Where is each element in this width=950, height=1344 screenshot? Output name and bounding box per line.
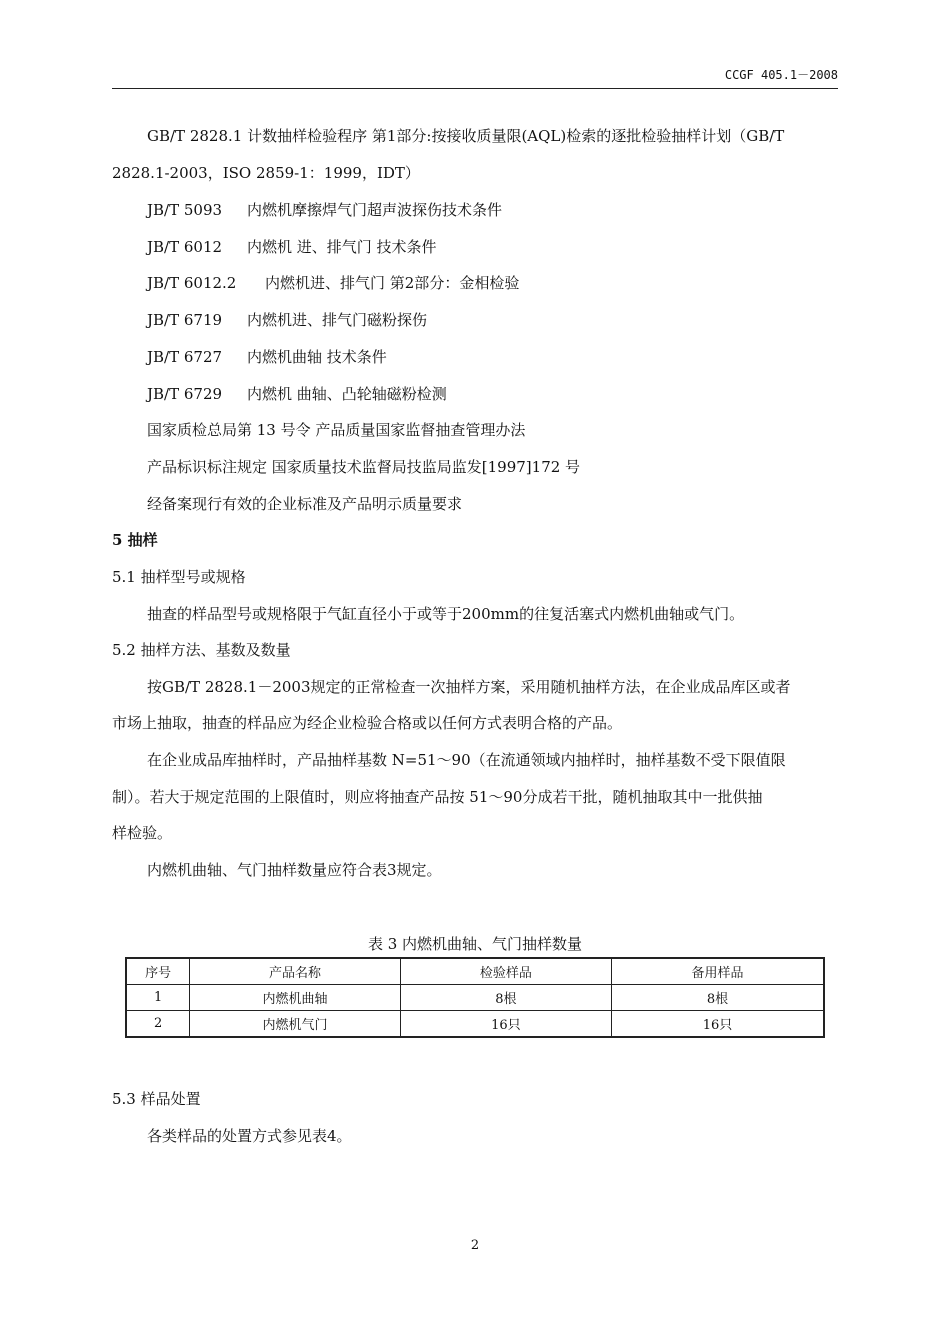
paragraph-line: 制）。若大于规定范围的上限值时，则应将抽查产品按 51～90分成若干批，随机抽取其中一批供抽 bbox=[112, 788, 763, 806]
reference-title: 内燃机 曲轴、凸轮轴磁粉检测 bbox=[247, 385, 447, 403]
reference-code: JB/T 6729 bbox=[147, 385, 223, 403]
paragraph-line: 样检验。 bbox=[112, 824, 173, 842]
table-caption: 表 3 内燃机曲轴、气门抽样数量 bbox=[367, 935, 583, 953]
table-cell: 内燃机气门 bbox=[190, 1011, 400, 1038]
table-row bbox=[126, 985, 824, 1011]
reference-title: 内燃机摩擦焊气门超声波探伤技术条件 bbox=[247, 201, 503, 219]
paragraph: 内燃机曲轴、气门抽样数量应符合表3规定。 bbox=[147, 861, 442, 879]
table-cell: 8根 bbox=[400, 985, 611, 1011]
page-header bbox=[112, 66, 838, 89]
reference-item bbox=[147, 237, 437, 257]
subsection-heading: 5.2 抽样方法、基数及数量 bbox=[112, 641, 291, 659]
reference-item bbox=[147, 273, 519, 293]
sampling-quantity-table bbox=[125, 957, 825, 1038]
table-header-cell: 产品名称 bbox=[190, 958, 400, 985]
table-cell: 1 bbox=[126, 985, 190, 1011]
table-row bbox=[126, 1011, 824, 1038]
reference-title: 内燃机进、排气门 第2部分：金相检验 bbox=[265, 274, 520, 292]
paragraph-line: 市场上抽取，抽查的样品应为经企业检验合格或以任何方式表明合格的产品。 bbox=[112, 714, 623, 732]
table-cell: 8根 bbox=[612, 985, 824, 1011]
reference-title: 内燃机进、排气门磁粉探伤 bbox=[247, 311, 428, 329]
reference-code: JB/T 6727 bbox=[147, 348, 223, 366]
paragraph: 抽查的样品型号或规格限于气缸直径小于或等于200mm的往复活塞式内燃机曲轴或气门。 bbox=[147, 605, 745, 623]
reference-item bbox=[147, 200, 502, 220]
table-cell: 16只 bbox=[612, 1011, 824, 1038]
table-header-row bbox=[126, 958, 824, 985]
table-header-cell: 备用样品 bbox=[612, 958, 824, 985]
reference-code: JB/T 6719 bbox=[147, 311, 223, 329]
reference-item: 产品标识标注规定 国家质量技术监督局技监局监发[1997]172 号 bbox=[147, 458, 581, 476]
subsection-heading: 5.3 样品处置 bbox=[112, 1090, 201, 1108]
table-header-cell: 序号 bbox=[126, 958, 190, 985]
reference-item: 经备案现行有效的企业标准及产品明示质量要求 bbox=[147, 495, 463, 513]
reference-gbt2828-line1: GB/T 2828.1 计数抽样检验程序 第1部分:按接收质量限(AQL)检索的逐批检验抽样计划（GB/T bbox=[147, 127, 785, 145]
paragraph: 各类样品的处置方式参见表4。 bbox=[147, 1127, 352, 1145]
reference-code: JB/T 5093 bbox=[147, 201, 223, 219]
reference-item bbox=[147, 384, 447, 404]
paragraph-line: 按GB/T 2828.1－2003规定的正常检查一次抽样方案，采用随机抽样方法，在企业成品库区或者 bbox=[147, 678, 791, 696]
reference-gbt2828-line2: 2828.1-2003，ISO 2859-1：1999，IDT） bbox=[112, 164, 420, 182]
paragraph-line: 在企业成品库抽样时，产品抽样基数 N=51～90（在流通领域内抽样时，抽样基数不受下限值限 bbox=[147, 751, 786, 769]
table-cell: 内燃机曲轴 bbox=[190, 985, 400, 1011]
reference-item bbox=[147, 347, 387, 367]
reference-title: 内燃机曲轴 技术条件 bbox=[247, 348, 387, 366]
table-cell: 2 bbox=[126, 1011, 190, 1038]
page-number: 2 bbox=[470, 1238, 480, 1253]
section-heading: 5 抽样 bbox=[112, 531, 158, 549]
reference-code: JB/T 6012 bbox=[147, 238, 223, 256]
subsection-heading: 5.1 抽样型号或规格 bbox=[112, 568, 246, 586]
reference-title: 内燃机 进、排气门 技术条件 bbox=[247, 238, 437, 256]
document-code: CCGF 405.1－2008 bbox=[724, 68, 838, 82]
table-header-cell: 检验样品 bbox=[400, 958, 611, 985]
reference-code: JB/T 6012.2 bbox=[147, 274, 237, 292]
reference-item bbox=[147, 310, 427, 330]
table-cell: 16只 bbox=[400, 1011, 611, 1038]
reference-item: 国家质检总局第 13 号令 产品质量国家监督抽查管理办法 bbox=[147, 421, 526, 439]
